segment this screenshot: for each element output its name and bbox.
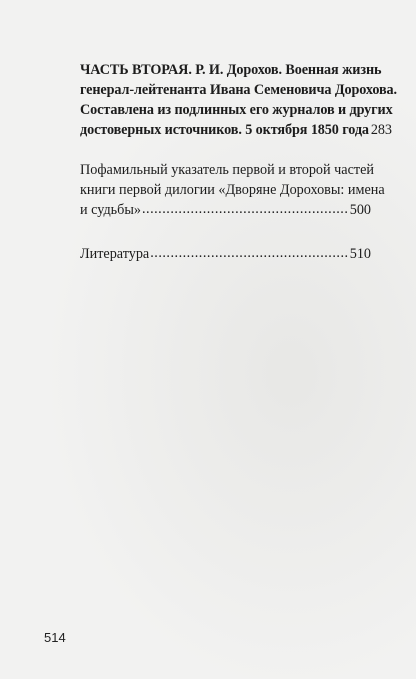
toc-entry-part-two[interactable] [80, 60, 397, 140]
toc-entry-last-line [80, 200, 371, 220]
page-number: 514 [44, 630, 66, 645]
toc-page-number: 510 [349, 246, 371, 262]
table-of-contents [80, 60, 397, 264]
toc-entry-line: ЧАСТЬ ВТОРАЯ. Р. И. Дорохов. Военная жизнь [80, 62, 382, 78]
dot-leader [142, 199, 349, 219]
toc-entry-line: достоверных источников. 5 октября 1850 года [80, 122, 369, 138]
toc-page-number: 283 [370, 122, 392, 138]
toc-entry-last-line [80, 120, 392, 140]
toc-entry-literature[interactable] [80, 244, 371, 264]
toc-page-number: 500 [349, 202, 371, 218]
toc-entry-line: Составлена из подлинных его журналов и других [80, 102, 393, 118]
toc-entry-line: и судьбы» [80, 202, 141, 218]
toc-entry-line: книги первой дилогии «Дворяне Дороховы: имена [80, 182, 385, 198]
toc-entry-name-index[interactable] [80, 160, 385, 220]
toc-entry-last-line [80, 244, 371, 264]
dot-leader [150, 243, 348, 263]
toc-entry-line: Пофамильный указатель первой и второй частей [80, 162, 374, 178]
toc-entry-line: генерал-лейтенанта Ивана Семеновича Дорохова. [80, 82, 397, 98]
toc-entry-line: Литература [80, 246, 150, 262]
